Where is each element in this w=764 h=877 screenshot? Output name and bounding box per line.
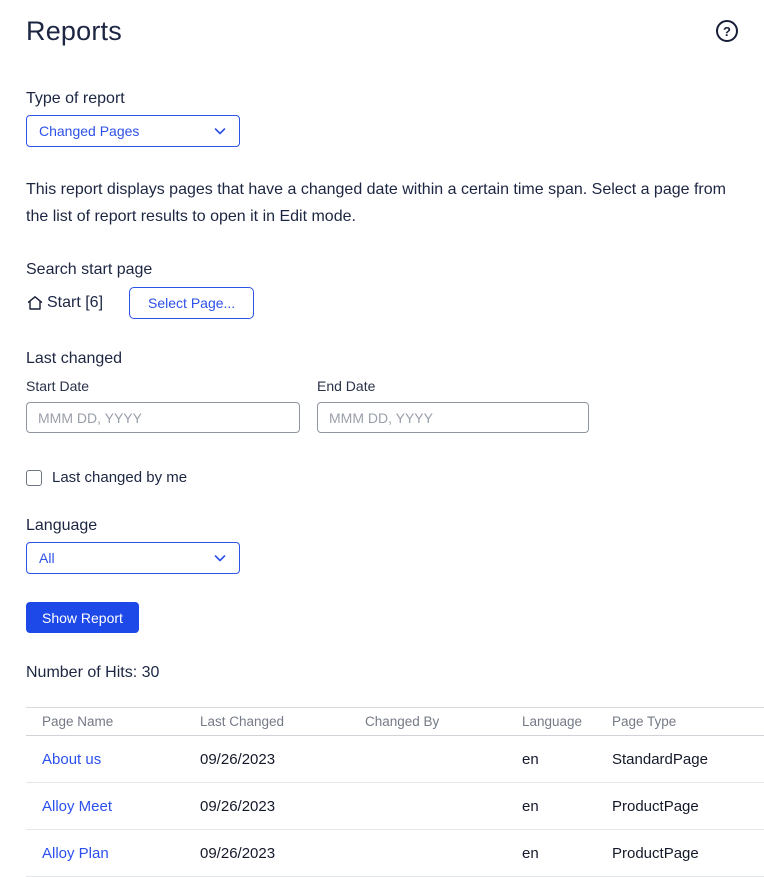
page-link[interactable]: About us xyxy=(42,750,102,768)
search-start-section xyxy=(26,261,738,319)
help-button[interactable] xyxy=(716,20,738,42)
question-mark-icon: ? xyxy=(723,23,731,39)
cell-language: en xyxy=(522,750,539,768)
report-description: This report displays pages that have a changed date within a certain time span. Select a page from the list of report results to open it in Edit mode. xyxy=(26,181,726,225)
search-start-label: Search start page xyxy=(26,261,153,278)
start-date-input[interactable] xyxy=(26,402,300,433)
report-type-select[interactable] xyxy=(26,115,240,147)
cell-last-changed: 09/26/2023 xyxy=(200,750,276,768)
cell-language: en xyxy=(522,844,539,862)
col-header-page-type: Page Type xyxy=(612,714,677,729)
start-page-value: Start [6] xyxy=(47,294,104,311)
language-label: Language xyxy=(26,517,98,534)
col-header-last-changed: Last Changed xyxy=(200,714,285,729)
last-changed-by-me-checkbox[interactable] xyxy=(26,470,42,486)
table-row xyxy=(26,783,764,830)
report-type-label: Type of report xyxy=(26,90,125,107)
report-type-value: Changed Pages xyxy=(39,123,140,139)
last-changed-section xyxy=(26,350,738,433)
page-title: Reports xyxy=(26,16,122,46)
end-date-label: End Date xyxy=(317,378,376,394)
table-row xyxy=(26,736,764,783)
col-header-changed-by: Changed By xyxy=(365,714,440,729)
cell-page-type: ProductPage xyxy=(612,844,699,862)
table-row xyxy=(26,830,764,877)
start-date-label: Start Date xyxy=(26,378,90,394)
page-link[interactable]: Alloy Meet xyxy=(42,797,113,815)
col-header-page-name: Page Name xyxy=(42,714,114,729)
language-section xyxy=(26,517,738,574)
cell-page-type: ProductPage xyxy=(612,797,699,815)
language-select[interactable] xyxy=(26,542,240,574)
select-page-button[interactable]: Select Page... xyxy=(129,287,254,319)
page-link[interactable]: Alloy Plan xyxy=(42,844,109,862)
table-header-row xyxy=(26,708,764,736)
start-date-field xyxy=(26,378,300,433)
page-header xyxy=(26,16,738,47)
cell-language: en xyxy=(522,797,539,815)
chevron-down-icon xyxy=(213,124,227,138)
last-changed-by-me-row xyxy=(26,469,738,486)
results-table xyxy=(26,707,764,877)
chevron-down-icon xyxy=(213,551,227,565)
home-icon xyxy=(26,294,44,312)
cell-last-changed: 09/26/2023 xyxy=(200,797,276,815)
last-changed-by-me-label: Last changed by me xyxy=(52,469,188,486)
report-type-section xyxy=(26,90,738,147)
col-header-language: Language xyxy=(522,714,583,729)
end-date-field xyxy=(317,378,589,433)
cell-last-changed: 09/26/2023 xyxy=(200,844,276,862)
end-date-input[interactable] xyxy=(317,402,589,433)
language-value: All xyxy=(39,550,55,566)
last-changed-label: Last changed xyxy=(26,350,123,367)
cell-page-type: StandardPage xyxy=(612,750,708,768)
number-of-hits: Number of Hits: 30 xyxy=(26,664,160,681)
show-report-button[interactable]: Show Report xyxy=(26,602,139,633)
